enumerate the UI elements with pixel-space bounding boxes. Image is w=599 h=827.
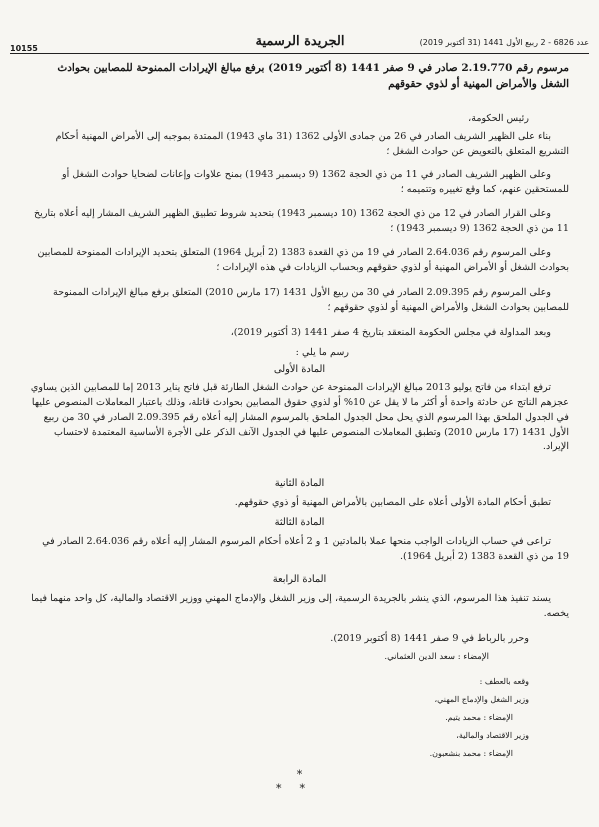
preamble-p5: وعلى المرسوم رقم 2.09.395 الصادر في 30 من ربيع الأول 1431 (17 مارس 2010) المتعلق برفع مبالغ الإيرادات الممنوحة للمصابين بحوادث الشغل والأمراض المهنية أو لذوي حقوقهم ؛ (53, 287, 569, 313)
header-divider (10, 53, 589, 54)
separator-stars-bottom: ** (276, 782, 323, 795)
preamble-head: رئيس الحكومة، (468, 113, 529, 124)
preamble-p3: وعلى القرار الصادر في 12 من ذي الحجة 1362 (10 ديسمبر 1943) بتحديد شروط تطبيق الظهير الشريف المشار إليه أعلاه بتاريخ 11 من ذي الحجة 1362 (9 ديسمبر 1943) ؛ (33, 208, 569, 234)
preamble-p4: وعلى المرسوم رقم 2.64.036 الصادر في 19 من ذي القعدة 1383 (2 أبريل 1964) المتعلق بتحديد الإيرادات الممنوحة للمصابين بحوادث الشغل أو الأمراض المهنية أو لذوي حقوقهم وبحساب الزيادات في هذه الإيرادات ؛ (37, 247, 569, 273)
countersign-head: وقعه بالعطف : (479, 677, 529, 686)
pm-signature: الإمضاء : سعد الدين العثماني. (384, 652, 489, 662)
issue-info: عدد 6826 - 2 ربيع الأول 1441 (31 أكتوبر 2019) (419, 38, 589, 47)
article-4-text: يسند تنفيذ هذا المرسوم، الذي ينشر بالجريدة الرسمية، إلى وزير الشغل والإدماج المهني ووزير الاقتصاد والمالية، كل واحد منهما فيما يخصه. (31, 593, 569, 619)
article-2-text: تطبق أحكام المادة الأولى أعلاه على المصابين بالأمراض المهنية أو ذوي حقوقهم. (234, 497, 551, 508)
article-1-text: ترفع ابتداء من فاتح يوليو 2013 مبالغ الإيرادات الممنوحة عن حوادث الشغل الطارئة قبل فاتح يناير 2013 إما للمصابين الذين يساوي عجزهم الناتج عن حادثة واحدة أو أكثر ما لا يقل عن 10% أو لذوي حقوق المصابين بحوادث قاتلة، وذلك باعتبار المعاملات المنصوص عليها في الجدول الملحق بهذا المرسوم الذي يحل محل الجدول الملحق بالمرسوم المشار إليه أعلاه رقم 2.09.395 الصادر في 30 من ربيع الأول 1431 (17 مارس 2010) وتطبق المعاملات المنصوص عليها في الجدول الآنف الذكر على الأجرة الأساسية المعتمدة لاحتساب الإيراد. (30, 382, 569, 453)
gazette-title: الجريدة الرسمية (255, 34, 345, 49)
article-3-title: المادة الثالثة (274, 517, 325, 528)
article-1-title: المادة الأولى (273, 364, 326, 375)
minister-finance-signature: الإمضاء : محمد بنشعبون. (429, 749, 513, 758)
preamble-p2: وعلى الظهير الشريف الصادر في 11 من ذي الحجة 1362 (9 ديسمبر 1943) بمنح علاوات وإعانات لضحايا حوادث الشغل أو للمستحقين عنهم، كما وقع تغييره وتتميمه ؛ (62, 169, 569, 195)
minister-labour: وزير الشغل والإدماج المهني، (434, 695, 529, 704)
decrees-phrase: رسم ما يلي : (295, 347, 349, 358)
decree-title: مرسوم رقم 2.19.770 صادر في 9 صفر 1441 (8 أكتوبر 2019) برفع مبالغ الإيرادات الممنوحة للمصابين بحوادث الشغل والأمراض المهنية أو لذوي حقوقهم (57, 62, 569, 91)
article-2-title: المادة الثانية (274, 478, 325, 489)
article-3-text: تراعى في حساب الزيادات الواجب منحها عملا بالمادتين 1 و 2 أعلاه أحكام المرسوم المشار إليه أعلاه رقم 2.64.036 الصادر في 19 من ذي القعدة 1383 (2 أبريل 1964). (42, 536, 569, 562)
preamble-p1: بناء على الظهير الشريف الصادر في 26 من جمادى الأولى 1362 (31 ماي 1943) الممتدة بموجبه إلى الأمراض المهنية أحكام التشريع المتعلق بالتعويض عن حوادث الشغل ؛ (55, 131, 569, 157)
minister-finance: وزير الاقتصاد والمالية، (456, 731, 529, 740)
page-number: 10155 (10, 44, 38, 53)
article-4-title: المادة الرابعة (272, 574, 327, 585)
done-at: وحرر بالرباط في 9 صفر 1441 (8 أكتوبر 2019). (330, 633, 529, 644)
preamble-p6: وبعد المداولة في مجلس الحكومة المنعقد بتاريخ 4 صفر 1441 (3 أكتوبر 2019)، (230, 327, 551, 338)
separator-star-top: * (296, 768, 303, 781)
minister-labour-signature: الإمضاء : محمد يتيم. (445, 713, 513, 722)
